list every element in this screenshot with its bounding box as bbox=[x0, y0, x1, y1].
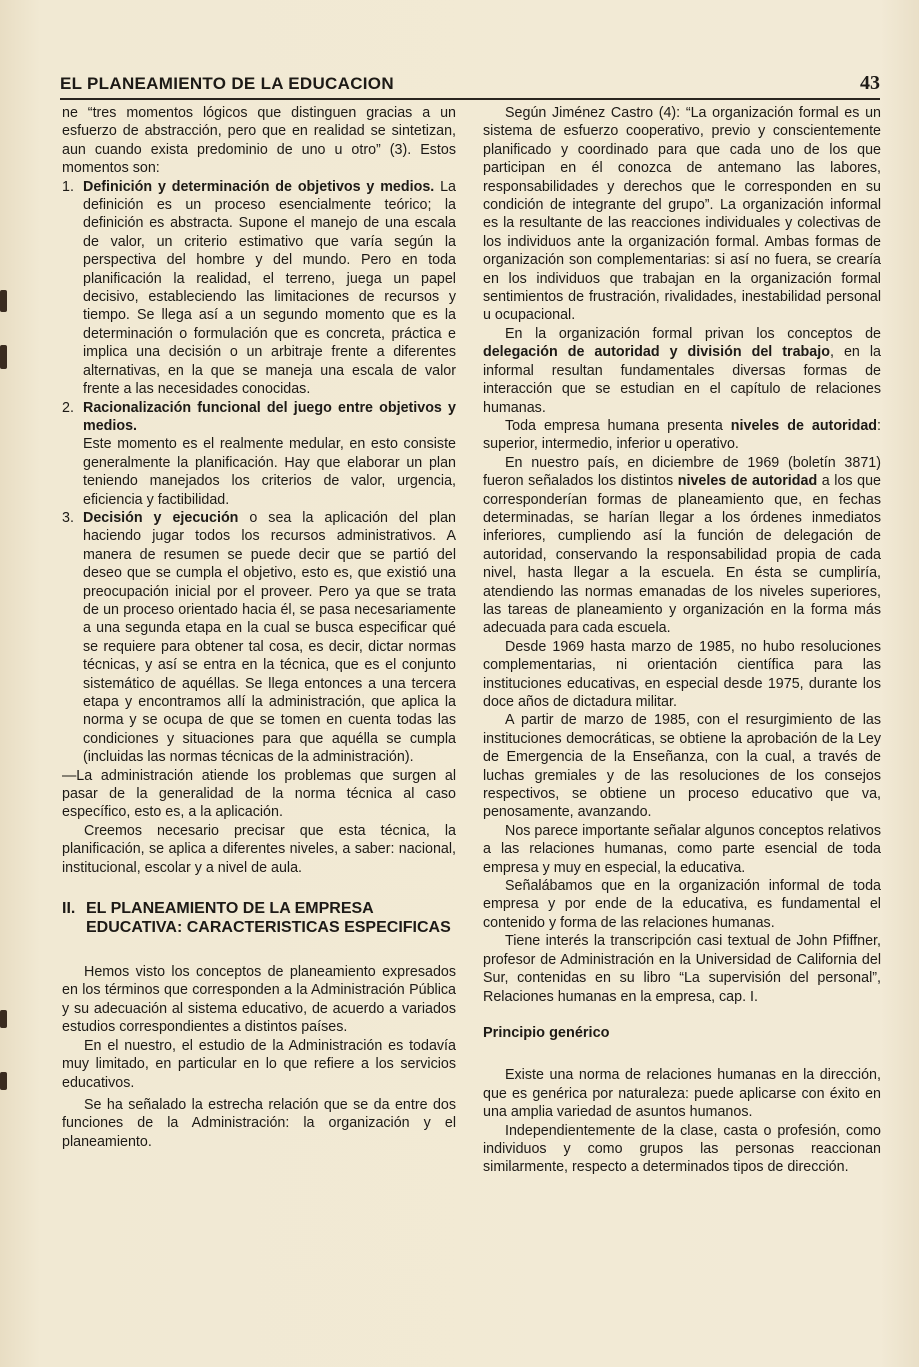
page-number: 43 bbox=[860, 72, 880, 94]
intro-paragraph: ne “tres momentos lógicos que distinguen gracias a un esfuerzo de abstracción, pero que en realidad se sintetizan, aun cuando exista predominio de uno u otro” (3). Estos momentos son: bbox=[62, 105, 456, 177]
binding-mark bbox=[0, 345, 7, 369]
dash-paragraph: —La administración atiende los problemas que surgen al pasar de la generalidad de la norma técnica al caso específico, esto es, a la aplicación. bbox=[62, 767, 456, 821]
bold-text: niveles de autoridad bbox=[730, 417, 878, 434]
left-column bbox=[62, 104, 456, 1151]
paragraph bbox=[483, 417, 881, 454]
list-item bbox=[62, 399, 456, 509]
list-item bbox=[62, 509, 456, 767]
right-column bbox=[483, 104, 881, 1177]
paragraph: En el nuestro, el estudio de la Administración es todavía muy limitado, en particular en lo que refiere a los servicios educativos. bbox=[62, 1037, 456, 1091]
binding-mark bbox=[0, 1010, 7, 1028]
list-number: 3. bbox=[62, 509, 74, 526]
binding-mark bbox=[0, 1072, 7, 1090]
binding-mark bbox=[0, 290, 7, 312]
list-item-lead: Decisión y ejecución bbox=[83, 509, 239, 526]
paragraph: Existe una norma de relaciones humanas en la dirección, que es genérica por naturaleza: puede aplicarse con éxito en una amplia variedad de asuntos humanos. bbox=[483, 1067, 881, 1121]
text-run: En nuestro país, en diciembre de 1969 (boletín 3871) fueron señalados los distintos bbox=[483, 454, 881, 490]
paragraph: Señalábamos que en la organización informal de toda empresa y por ende de la educativa, es fundamental el contenido y forma de las relaciones humanas. bbox=[483, 878, 881, 931]
paragraph: Hemos visto los conceptos de planeamiento expresados en los términos que corresponden a la Administración Pública y su adecuación al sistema educativo, de acuerdo a variados estudios correspondientes a distintos países. bbox=[62, 964, 456, 1036]
text-run: En la organización formal privan los conceptos de bbox=[505, 325, 881, 342]
list-item-lead: Definición y determinación de objetivos y medios. bbox=[83, 178, 435, 195]
running-title: EL PLANEAMIENTO DE LA EDUCACION bbox=[60, 74, 394, 93]
text-run: : superior, intermedio, inferior u operativo. bbox=[483, 417, 881, 453]
paragraph: Nos parece importante señalar algunos conceptos relativos a las relaciones humanas, como parte esencial de toda empresa y muy en especial, la educativa. bbox=[483, 822, 881, 876]
list-item-body: o sea la aplicación del plan haciendo jugar todos los recursos administrativos. A manera de resumen se puede decir que se partió del deseo que se cumpla el objetivo, esto es, que existió una preocupación inicial por el proveer. Pero ya que se trata de un proceso orientado hacia él, se pasa necesariamente a una segunda etapa en la cual se busca especificar qué se requiere para obtener tal cosa, es decir, dictar normas técnicas, y así se entra en la técnica, que es el conjunto sistemático de aquéllas. Se llega entonces a una tercera etapa y encontramos allí la administración, que aplica la norma y se ocupa de que se tomen en cuenta todas las condiciones y situaciones para que aquélla se cumpla (incluidas las normas técnicas de la administración). bbox=[83, 509, 457, 766]
section-title: EL PLANEAMIENTO DE LA EMPRESA EDUCATIVA: CARACTERISTICAS ESPECIFICAS bbox=[86, 900, 451, 937]
subheading: Principio genérico bbox=[483, 1024, 610, 1041]
paragraph: Independientemente de la clase, casta o profesión, como individuos y como grupos las personas reaccionan similarmente, respecto a determinados tipos de dirección. bbox=[483, 1122, 881, 1176]
bold-text: delegación de autoridad y división del trabajo bbox=[483, 344, 830, 361]
paragraph bbox=[483, 454, 881, 638]
running-header bbox=[60, 72, 880, 100]
paragraph bbox=[483, 325, 881, 417]
list-item bbox=[62, 178, 456, 399]
section-heading bbox=[62, 899, 456, 937]
text-run: Toda empresa humana presenta bbox=[505, 417, 731, 434]
list-item-lead: Racionalización funcional del juego entre objetivos y medios. bbox=[83, 399, 456, 434]
list-item-body: Este momento es el realmente medular, en esto consiste generalmente la planificación. Hay que elaborar un plan teniendo manejados los criterios de valor, urgencia, eficiencia y factibilidad. bbox=[83, 436, 456, 508]
paragraph: Creemos necesario precisar que esta técnica, la planificación, se aplica a diferentes niveles, a saber: nacional, institucional, escolar y a nivel de aula. bbox=[62, 822, 456, 876]
section-number: II. bbox=[62, 900, 76, 918]
list-number: 2. bbox=[62, 399, 74, 416]
list-item-body: La definición es un proceso esencialmente teórico; la definición es abstracta. Supone el manejo de una escala de valor, un criterio estimativo que varía según la perspectiva del hombre y del mundo. Pero en toda planificación la realidad, el terreno, juega un papel decisivo, estableciendo las limitaciones de recursos y tiempo. Se llega así a un segundo momento que es la determinación o formulación que es concreta, práctica e implica una decisión o un arbitraje frente a diferentes alternativas, en la que se maneja una escala de valor frente a las necesidades conocidas. bbox=[83, 178, 456, 398]
list-number: 1. bbox=[62, 178, 74, 195]
paragraph: Se ha señalado la estrecha relación que se da entre dos funciones de la Administración: la organización y el planeamiento. bbox=[62, 1096, 456, 1150]
paragraph: A partir de marzo de 1985, con el resurgimiento de las instituciones democráticas, se obtiene la aprobación de la Ley de Emergencia de la Enseñanza, con la cual, a través de luchas gremiales y de las resoluciones de los consejos respectivos, se obtiene un proceso educativo que va, penosamente, avanzando. bbox=[483, 712, 881, 821]
paragraph: Desde 1969 hasta marzo de 1985, no hubo resoluciones complementarias, ni orientación científica para las instituciones educativas, en especial desde 1975, durante los doce años de dictadura militar. bbox=[483, 638, 881, 710]
text-run: , en la informal resultan fundamentales diversas formas de interacción que se estudian en el capítulo de relaciones humanas. bbox=[483, 344, 882, 416]
bold-text: niveles de autoridad bbox=[677, 473, 818, 490]
paragraph: Tiene interés la transcripción casi textual de John Pfiffner, profesor de Administración en la Universidad de California del Sur, contenidas en su libro “La supervisión del personal”, Relaciones humanas en la empresa, cap. I. bbox=[483, 933, 881, 1005]
moments-list bbox=[62, 178, 456, 767]
text-run: a los que corresponderían formas de planeamiento que, en fechas determinadas, se harían llegar a los órdenes inmediatos inferiores, cumpliendo así la función de delegación de autoridad, conservando la responsabilidad propia de cada nivel, hasta llegar a la escuela. En ésta se cumpliría, atendiendo las normas emanadas de los niveles superiores, las tareas de planeamiento y organización en la forma más adecuada para cada escuela. bbox=[483, 473, 881, 637]
paragraph: Según Jiménez Castro (4): “La organización formal es un sistema de esfuerzo cooperativo, previo y conscientemente planificado y coordinado para que cada uno de los que participan en él conozca de antemano las labores, responsabilidades y derechos que le corresponden en su condición de integrante del grupo”. La organización informal es la resultante de las reacciones individuales y colectivas de los individuos ante la organización formal. Ambas formas de organización son complementarias: si así no fuera, se crearía en los individuos que trabajan en la organización formal sentimientos de frustración, rivalidades, inestabilidad personal u ocupacional. bbox=[483, 105, 881, 324]
spacer bbox=[62, 937, 456, 963]
